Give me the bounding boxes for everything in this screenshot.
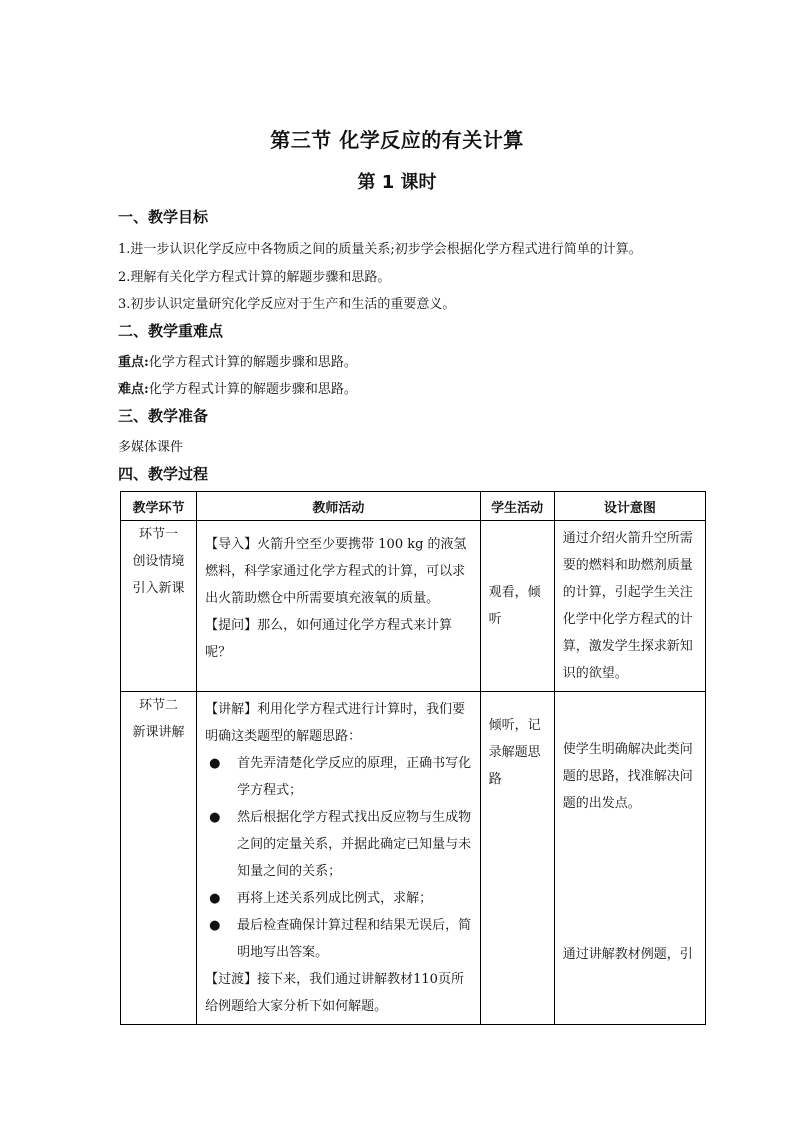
teacher-paragraph: 【导入】火箭升空至少要携带 100 kg 的液氢燃料，科学家通过化学方程式的计算，可以求出火箭助燃仓中所需要填充液氧的质量。	[205, 537, 467, 606]
key-point-text: 化学方程式计算的解题步骤和思路。	[148, 355, 357, 370]
design-intent-cell	[554, 692, 705, 1025]
goals-heading: 一、教学目标	[118, 208, 209, 226]
goal-item-3: 3.初步认识定量研究化学反应对于生产和生活的重要意义。	[118, 297, 456, 312]
preparation-text: 多媒体课件	[118, 440, 184, 455]
key-point-label: 重点:	[118, 355, 149, 370]
activity-tag: 【讲解】	[205, 702, 258, 717]
design-intent-cell	[554, 521, 705, 692]
bullet-icon: ●	[209, 756, 221, 771]
list-item: ● 最后检查确保计算过程和结果无误后，简明地写出答案。	[205, 912, 471, 966]
bullet-icon: ●	[209, 891, 221, 906]
header-teacher-activity: 教师活动	[197, 492, 480, 521]
stage-cell	[121, 692, 197, 1025]
teacher-activity-cell	[197, 521, 480, 692]
list-item: ● 再将上述关系列成比例式，求解；	[205, 885, 471, 912]
stage-line: 环节二	[139, 698, 179, 713]
preparation-heading: 三、教学准备	[118, 407, 209, 425]
stage-line: 创设情境	[132, 554, 185, 569]
key-point	[118, 351, 357, 370]
list-item: ● 首先弄清楚化学反应的原理，正确书写化学方程式；	[205, 750, 471, 804]
difficult-point	[118, 378, 357, 397]
design-intent-text: 使学生明确解决此类问题的思路，找准解决问题的出发点。	[562, 742, 693, 811]
bullet-icon: ●	[209, 918, 221, 933]
header-design-intent: 设计意图	[554, 492, 705, 521]
difficult-point-label: 难点:	[118, 382, 149, 397]
goal-item-1: 1.进一步认识化学反应中各物质之间的质量关系;初步学会根据化学方程式进行简单的计算。	[118, 242, 642, 257]
student-activity-cell	[480, 692, 554, 1025]
stage-cell	[121, 521, 197, 692]
page-subtitle: 第 1 课时	[357, 172, 437, 193]
student-activity-text: 观看，倾听	[488, 585, 541, 627]
goal-item-2: 2.理解有关化学方程式计算的解题步骤和思路。	[118, 270, 391, 285]
list-item: ● 然后根据化学方程式找出反应物与生成物之间的定量关系，并据此确定已知量与未知量之间的关系；	[205, 804, 471, 885]
teacher-paragraph: 【提问】那么，如何通过化学方程式来计算呢？	[205, 618, 453, 660]
activity-tag: 【提问】	[205, 618, 258, 633]
activity-tag: 【导入】	[205, 537, 258, 552]
header-student-activity: 学生活动	[480, 492, 554, 521]
difficult-point-text: 化学方程式计算的解题步骤和思路。	[148, 382, 357, 397]
teaching-process-table	[120, 491, 706, 1025]
table-header-row	[121, 492, 706, 521]
table-row	[121, 521, 706, 692]
student-activity-cell	[480, 521, 554, 692]
design-intent-text: 通过介绍火箭升空所需要的燃料和助燃剂质量的计算，引起学生关注化学中化学方程式的计算，激发学生探求新知识的欲望。	[562, 531, 693, 681]
bullet-icon: ●	[209, 810, 221, 825]
teacher-activity-cell	[197, 692, 480, 1025]
header-stage: 教学环节	[121, 492, 197, 521]
page-title: 第三节 化学反应的有关计算	[270, 128, 524, 152]
stage-line: 新课讲解	[132, 725, 185, 740]
key-points-heading: 二、教学重难点	[118, 322, 224, 340]
process-heading: 四、教学过程	[118, 465, 209, 483]
stage-line: 引入新课	[132, 581, 185, 596]
activity-tag: 【过渡】	[205, 972, 258, 987]
teacher-paragraph: 【过渡】接下来，我们通过讲解教材110页所给例题给大家分析下如何解题。	[205, 972, 464, 1014]
stage-line: 环节一	[139, 527, 179, 542]
design-intent-text: 通过讲解教材例题，引	[562, 947, 693, 962]
teacher-paragraph: 【讲解】利用化学方程式进行计算时，我们要明确这类题型的解题思路：	[205, 702, 466, 744]
table-row	[121, 692, 706, 1025]
student-activity-text: 倾听，记录解题思路	[488, 718, 541, 787]
